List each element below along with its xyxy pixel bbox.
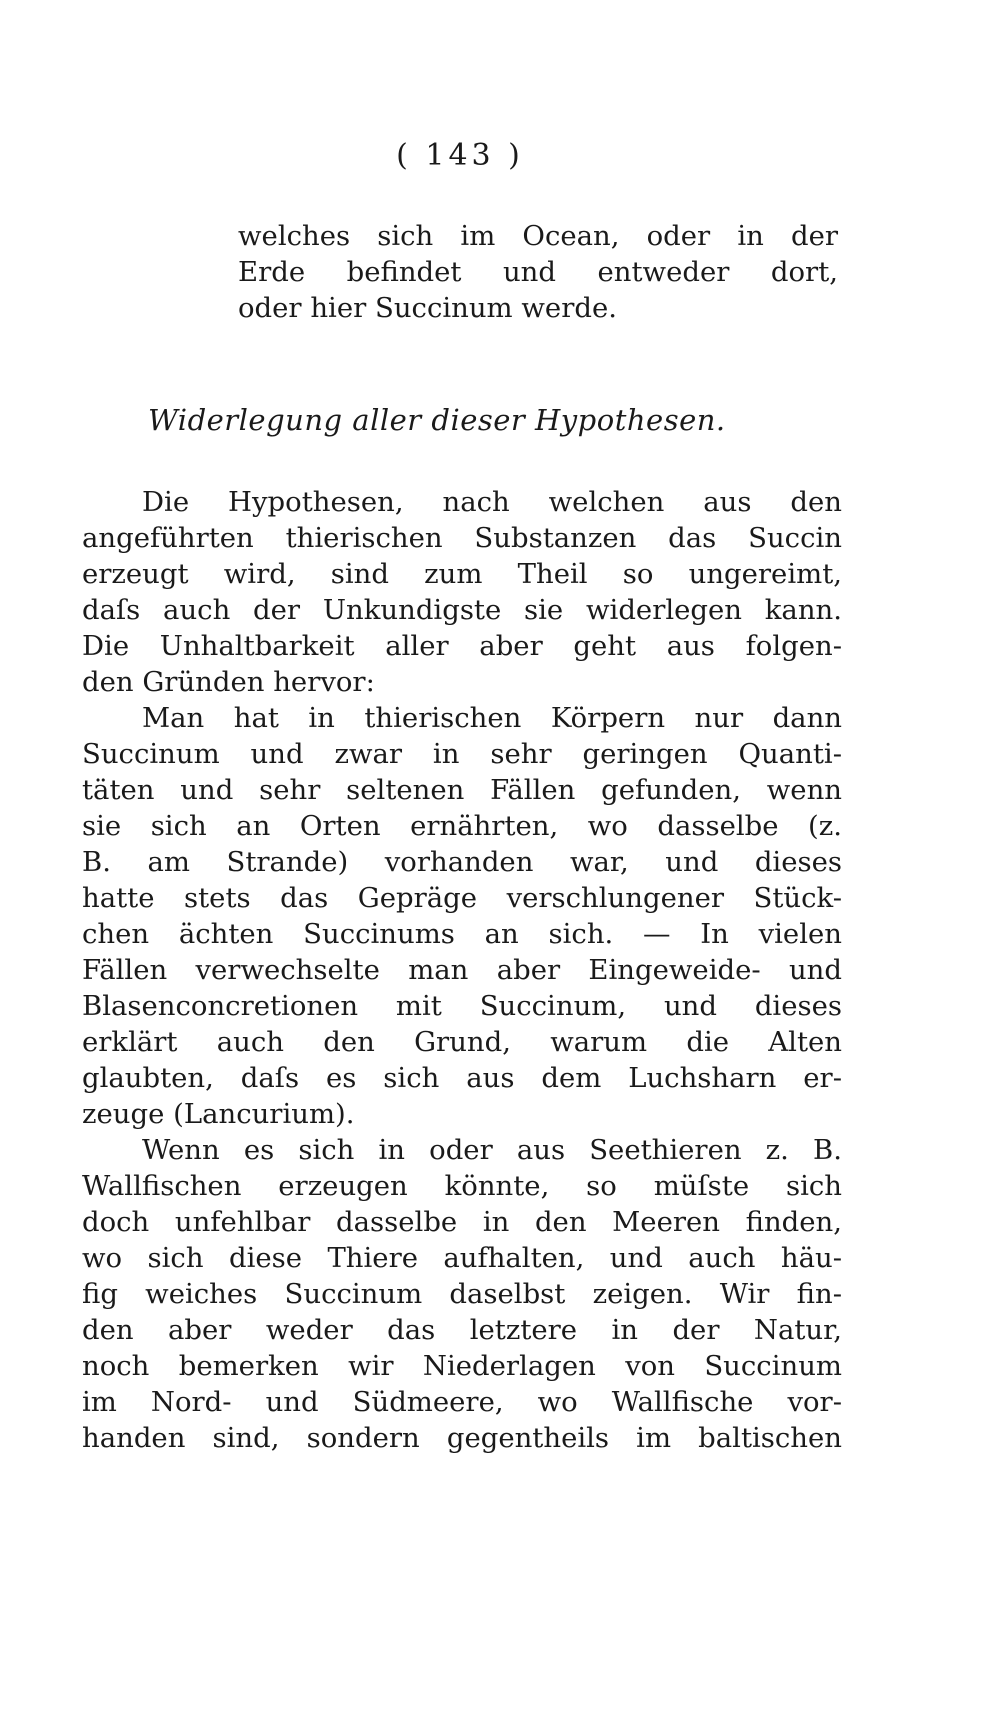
text-line: Die Unhaltbarkeit aller aber geht aus folgen-	[82, 630, 842, 662]
text-line: glaubten, daſs es sich aus dem Luchsharn er-	[82, 1062, 842, 1094]
text-line: sie sich an Orten ernährten, wo dasselbe (z.	[82, 810, 842, 842]
text-line: fig weiches Succinum daselbst zeigen. Wir fin-	[82, 1278, 842, 1310]
text-line: Wallfischen erzeugen könnte, so müſste sich	[82, 1170, 842, 1202]
text-line: doch unfehlbar dasselbe in den Meeren finden,	[82, 1206, 842, 1238]
text-line: täten und sehr seltenen Fällen gefunden, wenn	[82, 774, 842, 806]
text-line: im Nord- und Südmeere, wo Wallfische vor-	[82, 1386, 842, 1418]
text-line: Succinum und zwar in sehr geringen Quanti-	[82, 738, 842, 770]
text-line: Wenn es sich in oder aus Seethieren z. B.	[142, 1134, 842, 1166]
text-line: Blasenconcretionen mit Succinum, und dieses	[82, 990, 842, 1022]
page-number: ( 143 )	[396, 138, 524, 173]
text-line: B. am Strande) vorhanden war, und dieses	[82, 846, 842, 878]
text-line: den aber weder das letztere in der Natur,	[82, 1314, 842, 1346]
paragraph	[82, 700, 842, 1132]
text-line: Fällen verwechselte man aber Eingeweide- und	[82, 954, 842, 986]
body-text	[82, 484, 842, 1456]
paragraph	[82, 1132, 842, 1456]
text-line: zeuge (Lancurium).	[82, 1098, 355, 1130]
paragraph	[82, 484, 842, 700]
text-line: oder hier Succinum werde.	[238, 292, 617, 324]
text-line: erklärt auch den Grund, warum die Alten	[82, 1026, 842, 1058]
text-line: daſs auch der Unkundigste sie widerlegen kann.	[82, 594, 842, 626]
text-line: den Gründen hervor:	[82, 666, 375, 698]
section-heading: Widerlegung aller dieser Hypothesen.	[148, 403, 726, 437]
text-line: hatte stets das Gepräge verschlungener Stück-	[82, 882, 842, 914]
text-line: noch bemerken wir Niederlagen von Succinum	[82, 1350, 842, 1382]
text-line: Erde befindet und entweder dort,	[238, 256, 838, 288]
text-line: Die Hypothesen, nach welchen aus den	[142, 486, 842, 518]
text-line: welches sich im Ocean, oder in der	[238, 220, 838, 252]
text-line: Man hat in thierischen Körpern nur dann	[142, 702, 842, 734]
text-line: erzeugt wird, sind zum Theil so ungereimt,	[82, 558, 842, 590]
text-line: angeführten thierischen Substanzen das Succin	[82, 522, 842, 554]
text-line: wo sich diese Thiere aufhalten, und auch häu-	[82, 1242, 842, 1274]
continuation-text	[238, 218, 838, 326]
text-line: chen ächten Succinums an sich. — In vielen	[82, 918, 842, 950]
text-line: handen sind, sondern gegentheils im baltischen	[82, 1422, 842, 1454]
